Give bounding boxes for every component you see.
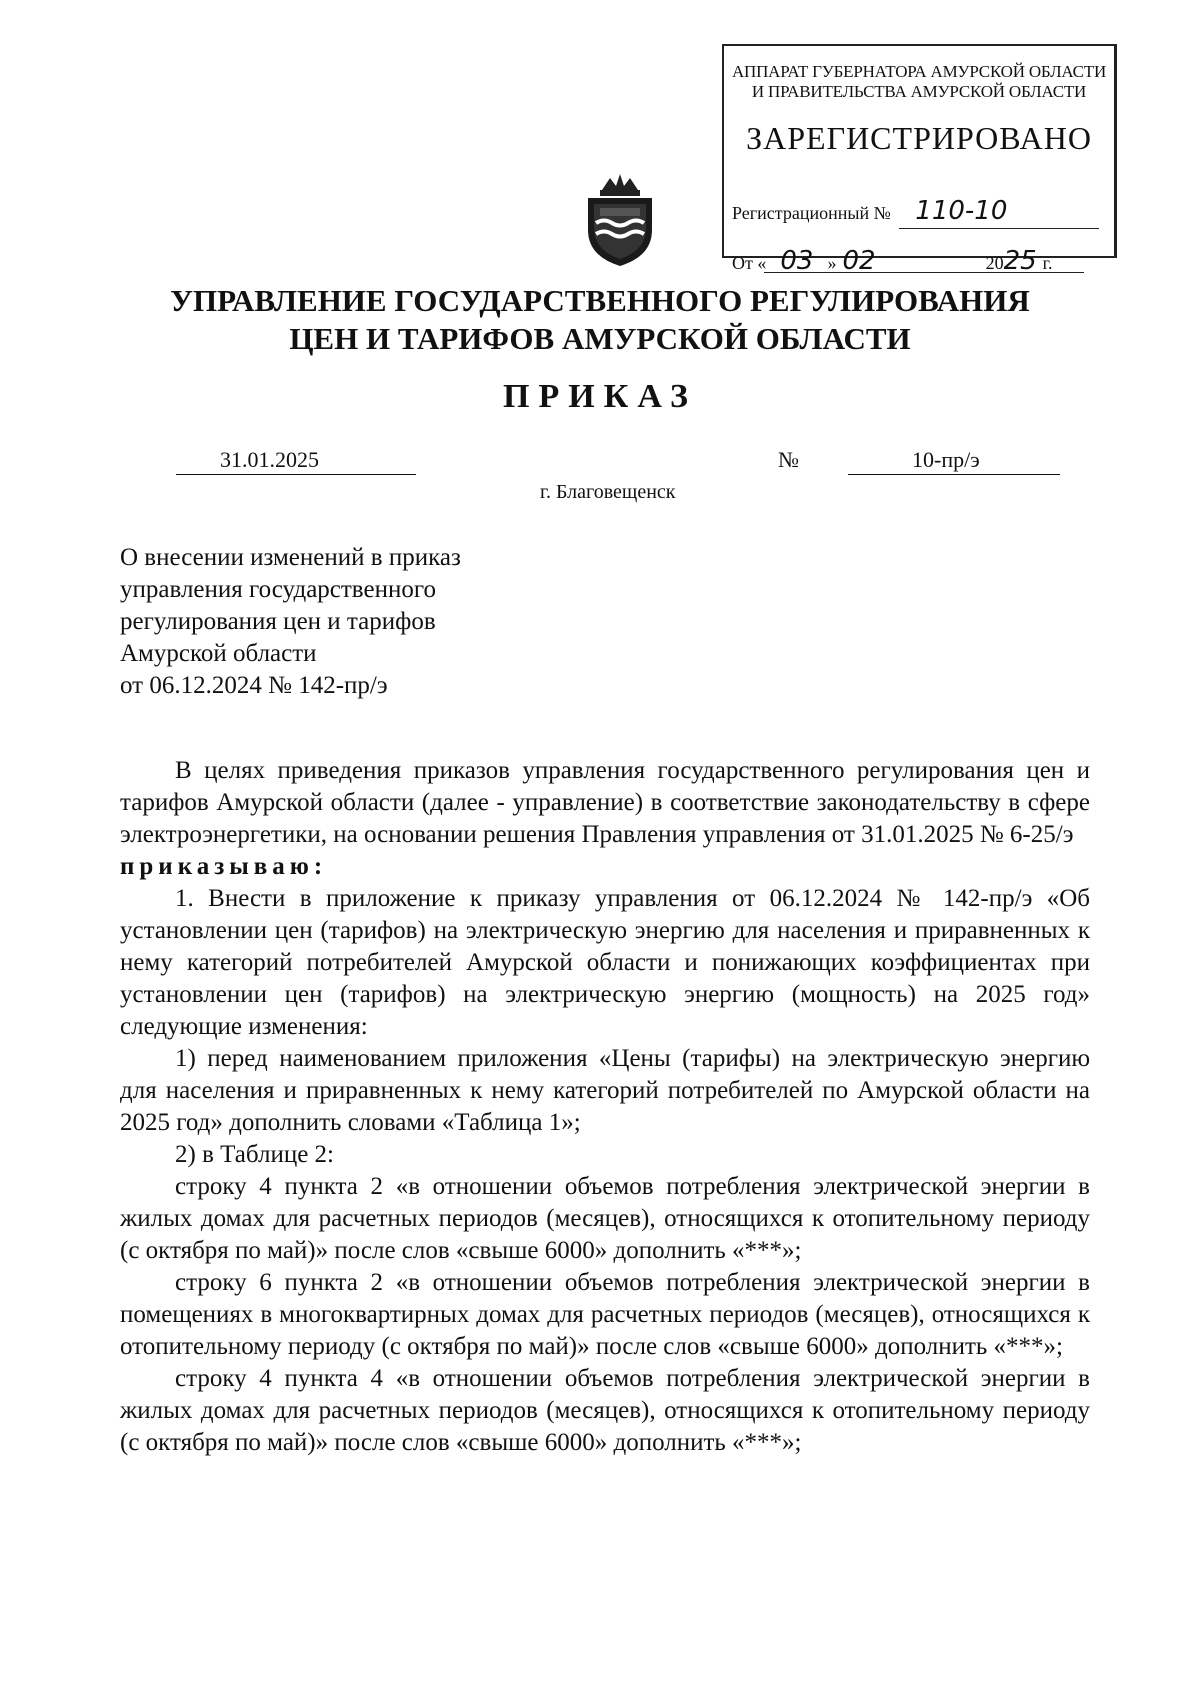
stamp-month: 02 bbox=[842, 246, 876, 276]
stamp-reg-number-line bbox=[899, 228, 1099, 229]
body-item1: 1. Внести в приложение к приказу управления от 06.12.2024 № 142-пр/э «Об установлении цен (тарифов) на электрическую энергию для населения и приравненных к нему категорий потребителей Амурской области и понижающих коэффициентах при установлении цен (тарифов) на электрическую энергию (мощность) на 2025 год» следующие изменения: bbox=[120, 885, 1090, 1040]
order-number: 10-пр/э bbox=[912, 447, 980, 472]
order-city: г. Благовещенск bbox=[540, 481, 676, 503]
subject-line2: управления государственного bbox=[120, 576, 436, 603]
stamp-year-suffix: 25 bbox=[1003, 246, 1037, 276]
org-title-line1: УПРАВЛЕНИЕ ГОСУДАРСТВЕННОГО РЕГУЛИРОВАНИЯ bbox=[170, 283, 1030, 318]
body-sub2: 2) в Таблице 2: bbox=[175, 1141, 334, 1168]
org-title-line2: ЦЕН И ТАРИФОВ АМУРСКОЙ ОБЛАСТИ bbox=[289, 321, 911, 356]
order-number-label: № bbox=[778, 447, 799, 472]
order-body bbox=[120, 755, 1090, 1459]
stamp-reg-number-value: 110-10 bbox=[915, 196, 1008, 226]
order-date-underline bbox=[176, 474, 416, 475]
registration-stamp bbox=[722, 44, 1117, 276]
stamp-registered: ЗАРЕГИСТРИРОВАНО bbox=[746, 120, 1092, 156]
stamp-date-mid: » bbox=[827, 253, 837, 273]
stamp-day: 03 bbox=[780, 246, 814, 276]
subject-line1: О внесении изменений в приказ bbox=[120, 544, 461, 571]
stamp-reg-number-label: Регистрационный № bbox=[732, 203, 891, 223]
body-row4-p2: строку 4 пункта 2 «в отношении объемов потребления электрической энергии в жилых домах для расчетных периодов (месяцев), относящихся к отопительному периоду (с октября по май)» после слов «свыше 6000» дополнить «***»; bbox=[120, 1173, 1090, 1264]
stamp-date-prefix: От « bbox=[732, 253, 767, 273]
body-sub1: 1) перед наименованием приложения «Цены (тарифы) на электрическую энергию для населения и приравненных к нему категорий потребителей по Амурской области на 2025 год» дополнить словами «Таблица 1»; bbox=[120, 1045, 1090, 1136]
body-row4-p4: строку 4 пункта 4 «в отношении объемов потребления электрической энергии в жилых домах для расчетных периодов (месяцев), относящихся к отопительному периоду (с октября по май)» после слов «свыше 6000» дополнить «***»; bbox=[120, 1365, 1090, 1456]
stamp-date-line bbox=[764, 272, 1084, 273]
order-number-underline bbox=[848, 474, 1060, 475]
order-date: 31.01.2025 bbox=[220, 447, 319, 472]
order-subject bbox=[120, 542, 620, 702]
stamp-year-unit: г. bbox=[1042, 253, 1053, 273]
coat-of-arms-icon bbox=[580, 168, 660, 268]
subject-line4: Амурской области bbox=[120, 640, 317, 667]
body-intro: В целях приведения приказов управления государственного регулирования цен и тарифов Амурской области (далее - управление) в соответствие законодательству в сфере электроэнергетики, на основании решения Правления управления от 31.01.2025 № 6-25/э bbox=[120, 757, 1090, 848]
stamp-org-line1: АППАРАТ ГУБЕРНАТОРА АМУРСКОЙ ОБЛАСТИ bbox=[731, 62, 1107, 81]
body-row6-p2: строку 6 пункта 2 «в отношении объемов потребления электрической энергии в помещениях в многоквартирных домах для расчетных периодов (месяцев), относящихся к отопительному периоду (с октября по май)» после слов «свыше 6000» дополнить «***»; bbox=[120, 1269, 1090, 1360]
stamp-reg-number-row bbox=[732, 196, 1007, 226]
stamp-org bbox=[724, 62, 1114, 102]
subject-line5: от 06.12.2024 № 142-пр/э bbox=[120, 672, 388, 699]
subject-line3: регулирования цен и тарифов bbox=[120, 608, 436, 635]
stamp-year-prefix: 20 bbox=[985, 253, 1004, 273]
body-order-word: приказываю: bbox=[120, 853, 328, 880]
document-type-title: ПРИКАЗ bbox=[503, 378, 697, 415]
stamp-org-line2: И ПРАВИТЕЛЬСТВА АМУРСКОЙ ОБЛАСТИ bbox=[751, 82, 1087, 101]
